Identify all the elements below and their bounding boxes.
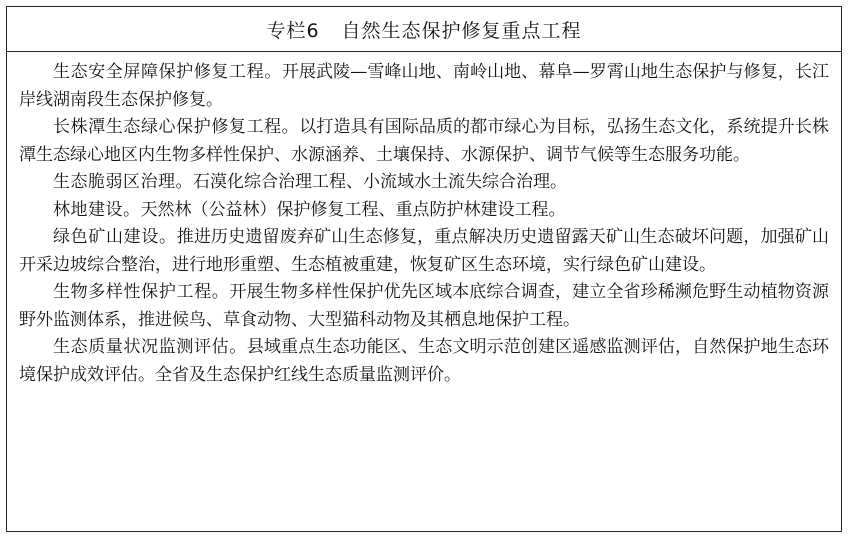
paragraph-forest-land	[19, 197, 829, 225]
paragraph-text: 以打造具有国际品质的都市绿心为目标，弘扬生态文化，系统提升长株潭生态绿心地区内生物多样性保护、水源涵养、土壤保持、水源保护、调节气候等生态服务功能。	[19, 117, 830, 165]
paragraph-text: 天然林（公益林）保护修复工程、重点防护林建设工程。	[140, 199, 566, 220]
paragraph-text: 石漠化综合治理工程、小流域水土流失综合治理。	[193, 172, 567, 192]
paragraph-green-heart	[19, 114, 829, 169]
paragraph-text: 开展武陵—雪峰山地、南岭山地、幕阜—罗霄山地生态保护与修复，长江岸线湖南段生态保护修复。	[19, 62, 830, 110]
paragraph-lead: 生物多样性保护工程。	[53, 282, 230, 302]
box-label: 专栏6	[266, 19, 320, 42]
paragraph-biodiversity	[19, 279, 829, 334]
paragraph-text: 开展生物多样性保护优先区域本底综合调查，建立全省珍稀濒危野生动植物资源野外监测体系，推进候鸟、草食动物、大型猫科动物及其栖息地保护工程。	[19, 282, 830, 330]
paragraph-lead: 长株潭生态绿心保护修复工程。	[53, 117, 300, 137]
paragraph-ecological-barrier	[19, 59, 829, 114]
paragraph-lead: 林地建设。	[53, 199, 141, 220]
paragraph-lead: 绿色矿山建设。	[53, 227, 177, 247]
paragraph-lead: 生态质量状况监测评估。	[53, 337, 247, 357]
paragraph-lead: 生态脆弱区治理。	[53, 172, 193, 192]
box-heading: 自然生态保护修复重点工程	[341, 19, 582, 42]
paragraph-green-mine	[19, 224, 829, 279]
feature-box	[6, 6, 842, 532]
paragraph-monitoring	[19, 334, 829, 389]
paragraph-text: 县域重点生态功能区、生态文明示范创建区遥感监测评估，自然保护地生态环境保护成效评估。全省及生态保护红线生态质量监测评价。	[19, 337, 829, 385]
paragraph-lead: 生态安全屏障保护修复工程。	[53, 62, 282, 82]
box-body	[7, 52, 841, 389]
box-title	[7, 7, 841, 52]
paragraph-text: 推进历史遗留废弃矿山生态修复，重点解决历史遗留露天矿山生态破坏问题，加强矿山开采边坡综合整治，进行地形重塑、生态植被重建，恢复矿区生态环境，实行绿色矿山建设。	[19, 227, 830, 275]
paragraph-fragile-area	[19, 169, 829, 197]
